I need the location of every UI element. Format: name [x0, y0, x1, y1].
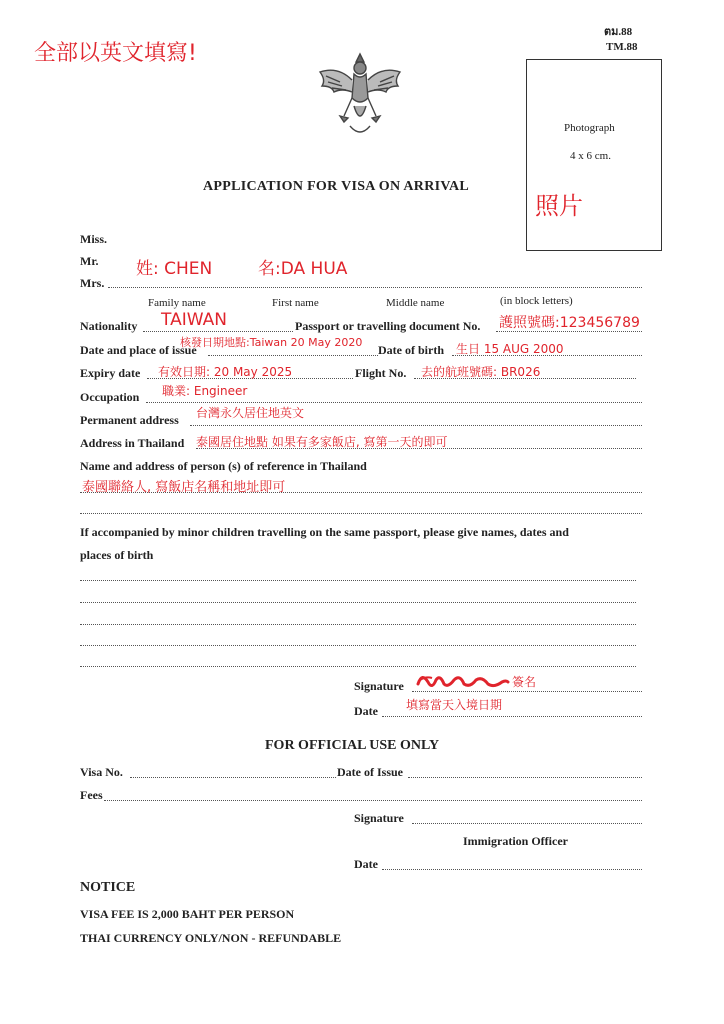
official-date-line[interactable] [382, 869, 642, 870]
official-signature-line[interactable] [412, 823, 642, 824]
notice-line-1: VISA FEE IS 2,000 BAHT PER PERSON [80, 907, 295, 921]
label-date-of-birth: Date of birth [378, 343, 444, 357]
label-date: Date [354, 704, 378, 718]
date-annotation: 填寫當天入境日期 [406, 698, 503, 712]
occupation-line[interactable] [146, 402, 642, 403]
label-date-place-issue: Date and place of issue [80, 343, 197, 357]
form-code-thai: ตม.88 [604, 26, 633, 38]
expiry-annotation: 有效日期: 20 May 2025 [158, 365, 293, 379]
label-flight: Flight No. [355, 366, 407, 380]
visa-no-line[interactable] [130, 777, 336, 778]
occupation-annotation: 職業: Engineer [162, 384, 248, 398]
reference-annotation: 泰國聯絡人, 寫飯店名稱和地址即可 [82, 480, 286, 495]
given-name-annotation: 名:DA HUA [258, 259, 348, 279]
form-code: TM.88 [606, 41, 638, 53]
dob-annotation: 生日 15 AUG 2000 [456, 342, 564, 356]
date-line[interactable] [382, 716, 642, 717]
label-minor-2: places of birth [80, 548, 154, 562]
top-note: 全部以英文填寫! [34, 41, 197, 66]
notice-line-2: THAI CURRENCY ONLY/NON - REFUNDABLE [80, 931, 342, 945]
salutation-mrs[interactable]: Mrs. [80, 276, 105, 290]
label-occupation: Occupation [80, 390, 140, 404]
permanent-address-annotation: 台灣永久居住地英文 [196, 406, 305, 420]
caption-block-letters: (in block letters) [500, 295, 573, 307]
label-minor-1: If accompanied by minor children travelling on the same passport, please give names, dates and [80, 525, 569, 539]
minor-line-1[interactable] [80, 580, 636, 581]
form-title: APPLICATION FOR VISA ON ARRIVAL [203, 179, 470, 194]
label-immigration-officer: Immigration Officer [463, 834, 568, 848]
passport-annotation: 護照號碼:123456789 [499, 315, 640, 331]
minor-line-3[interactable] [80, 624, 636, 625]
reference-line-1[interactable] [80, 492, 642, 493]
photo-annotation: 照片 [535, 192, 583, 220]
label-passport: Passport or travelling document No. [295, 319, 481, 333]
label-fees: Fees [80, 788, 103, 802]
issue-line[interactable] [208, 355, 378, 356]
issue-annotation: 核發日期地點:Taiwan 20 May 2020 [180, 336, 363, 349]
label-nationality: Nationality [80, 319, 138, 333]
garuda-emblem-icon [310, 46, 410, 151]
flight-annotation: 去的航班號碼: BR026 [421, 365, 541, 379]
nationality-line[interactable] [143, 331, 293, 332]
photo-label: Photograph [564, 122, 615, 134]
date-of-issue-line[interactable] [408, 777, 642, 778]
salutation-miss[interactable]: Miss. [80, 232, 107, 246]
caption-middle-name: Middle name [386, 297, 445, 309]
photo-size: 4 x 6 cm. [570, 150, 611, 162]
official-heading: FOR OFFICIAL USE ONLY [265, 738, 440, 753]
name-line[interactable] [108, 287, 642, 288]
label-visa-no: Visa No. [80, 765, 123, 779]
fees-line[interactable] [104, 800, 642, 801]
label-permanent-address: Permanent address [80, 413, 179, 427]
official-label-date: Date [354, 857, 378, 871]
permanent-address-line[interactable] [190, 425, 642, 426]
label-reference: Name and address of person (s) of reference in Thailand [80, 459, 367, 473]
minor-line-5[interactable] [80, 666, 636, 667]
nationality-annotation: TAIWAN [161, 310, 227, 330]
caption-family-name: Family name [148, 297, 206, 309]
address-thailand-annotation: 泰國居住地點 如果有多家飯店, 寫第一天的即可 [196, 435, 448, 449]
official-label-signature: Signature [354, 811, 404, 825]
handwritten-signature [414, 670, 510, 697]
label-signature: Signature [354, 679, 404, 693]
label-address-thailand: Address in Thailand [80, 436, 185, 450]
label-expiry: Expiry date [80, 366, 141, 380]
signature-annotation: 簽名 [512, 675, 537, 689]
family-name-annotation: 姓: CHEN [136, 259, 213, 279]
reference-line-2[interactable] [80, 513, 642, 514]
caption-first-name: First name [272, 297, 319, 309]
salutation-mr[interactable]: Mr. [80, 254, 99, 268]
minor-line-4[interactable] [80, 645, 636, 646]
label-date-of-issue: Date of Issue [337, 765, 403, 779]
notice-heading: NOTICE [80, 880, 136, 895]
minor-line-2[interactable] [80, 602, 636, 603]
